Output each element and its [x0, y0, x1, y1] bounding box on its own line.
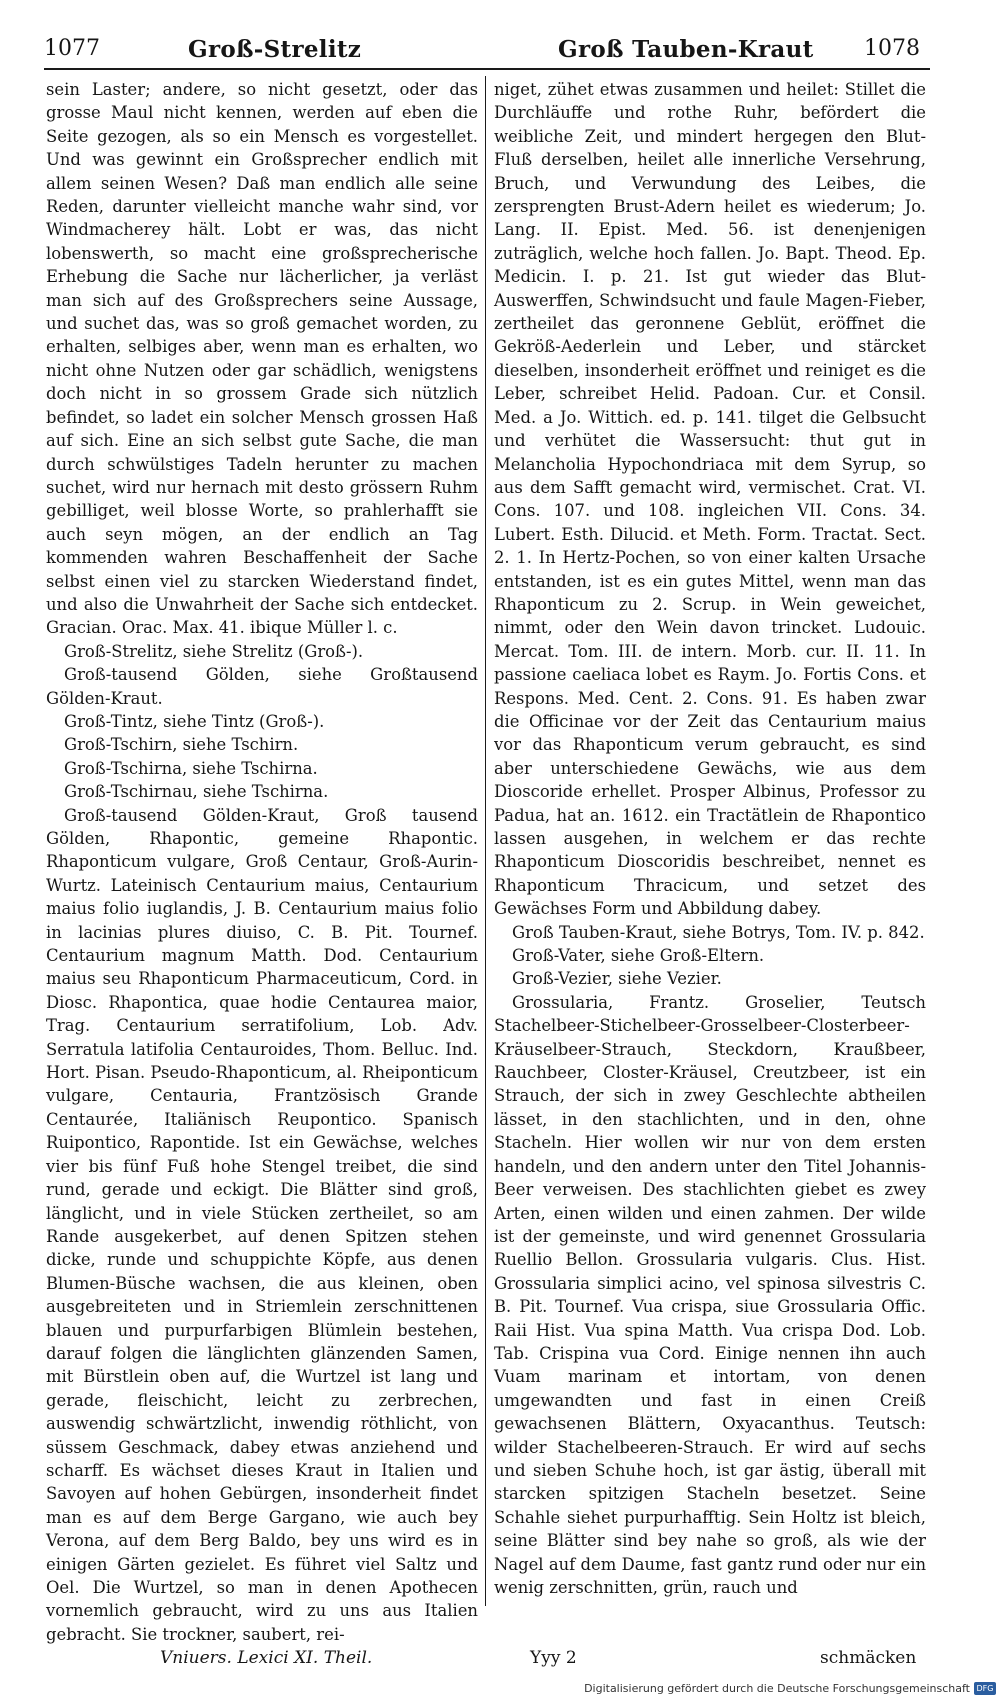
paragraph-rhaponticum-continued: niget, zühet etwas zusammen und heilet: Stillet die Durchläuffe und rothe Ruhr, befördert die weibliche Zeit, und mindert hergegen den Blut-Fluß derselben, heilet alle innerliche Versehrung, Bruch, und Verwundung des Leibes, die zersprengten Brust-Adern heilet es wiederum; Jo. Lang. II. Epist. Med. 56. ist denenjenigen zuträglich, welche hoch fallen. Jo. Bapt. Theod. Ep. Medicin. I. p. 21. Ist gut wieder das Blut-Auswerffen, Schwindsucht und faule Magen-Fieber, zertheilet das geronnene Geblüt, eröffnet die Gekröß-Aederlein und Leber, und stärcket dieselben, insonderheit eröffnet und reiniget es die Leber, schreibet Helid. Padoan. Cur. et Consil. Med. a Jo. Wittich. ed. p. 141. tilget die Gelbsucht und verhütet die Wassersucht: thut gut in Melancholia Hypochondriaca mit dem Syrup, so aus dem Safft gemacht wird, vermischet. Crat. VI. Cons. 107. und 108. ingleichen VII. Cons. 34. Lubert. Esth. Dilucid. et Meth. Form. Tractat. Sect. 2. 1. In Hertz-Pochen, so von einer kalten Ursache entstanden, ist es ein gutes Mittel, wenn man das Rhaponticum zu 2. Scrup. in Wein geweichet, nimmt, oder den Wein davon trincket. Ludouic. Mercat. Tom. III. de intern. Morb. cur. II. 11. In passione caeliaca lobet es Raym. Jo. Fortis Cons. et Respons. Med. Cent. 2. Cons. 91. Es haben zwar die Officinae vor der Zeit das Centaurium maius vor das Rhaponticum verum gebraucht, es sind aber unterschiedene Gewächs, wie aus dem Dioscoride erhellet. Prosper Albinus, Professor zu Padua, hat an. 1612. ein Tractätlein de Rhapontico lassen ausgehen, in welchem er das rechte Rhaponticum Dioscoridis beschreibet, nennet es Rhaponticum Thracicum, und setzet des Gewächses Form und Abbildung dabey.	[494, 80, 926, 919]
catchword: schmäcken	[820, 1648, 917, 1668]
entry-gross-vezier: Groß-Vezier, siehe Vezier.	[512, 969, 722, 989]
entry-gross-tauben-kraut: Groß Tauben-Kraut, siehe Botrys, Tom. IV. p. 842.	[512, 922, 925, 942]
entry-gross-tschirn: Groß-Tschirn, siehe Tschirn.	[64, 735, 299, 755]
entry-gross-tausend-golden: Groß-tausend Gölden, siehe Großtausend Gölden-Kraut.	[46, 665, 478, 708]
header-rule	[44, 68, 930, 70]
running-title-left: Groß-Strelitz	[188, 36, 362, 63]
entry-gross-tintz: Groß-Tintz, siehe Tintz (Groß-).	[64, 711, 325, 731]
page-header	[0, 30, 1000, 72]
running-title-right: Groß Tauben-Kraut	[558, 36, 814, 63]
digitization-credit	[0, 1680, 1000, 1699]
page-footer	[0, 1648, 1000, 1672]
column-separator	[485, 76, 486, 1606]
entry-grossularia: Grossularia, Frantz. Groselier, Teutsch Stachelbeer-Stichelbeer-Grosselbeer-Closterbeer-Kräuselbeer-Strauch, Steckdorn, Kraußbeer, Rauchbeer, Closter-Kräusel, Creutzbeer, ist ein Strauch, der sich in zwey Geschlechte abtheilen lässet, in den stachlichten, und in den, ohne Stacheln. Hier wollen wir nur von dem ersten handeln, und den andern unter den Titel Johannis-Beer verweisen. Des stachlichten giebet es zwey Arten, einen wilden und einen zahmen. Der wilde ist der gemeinste, und wird genennet Grossularia Ruellio Bellon. Grossularia vulgaris. Clus. Hist. Grossularia simplici acino, vel spinosa silvestris C. B. Pit. Tournef. Vua crispa, siue Grossularia Offic. Raii Hist. Vua spina Matth. Vua crispa Dod. Lob. Tab. Crispina vua Cord. Einige nennen ihn auch Vuam marinam et intortam, von denen umgewandten und fast in einen Creiß gewachsenen Blättern, Oxyacanthus. Teutsch: wilder Stachelbeeren-Strauch. Er wird auf sechs und sieben Schuhe hoch, ist gar ästig, überall mit starcken spitzigen Stacheln besetzet. Seine Schahle siehet purpurhafftig. Sein Holtz ist bleich, seine Blätter sind bey nahe so groß, als wie der Nagel auf dem Daume, fast gantz rund oder nur ein wenig zerschnitten, grün, rauch und	[494, 992, 926, 1597]
paragraph-grosssprecher-continued: sein Laster; andere, so nicht gesetzt, oder das grosse Maul nicht kennen, werden auf eben die Seite gezogen, als so ein Mensch es vorgestellet. Und was gewinnt ein Großsprecher endlich mit allem seinen Wesen? Daß man endlich alle seine Reden, darunter vielleicht manche wahr sind, vor Windmacherey hält. Lobt er was, das nicht lobenswerth, so macht eine großsprecherische Erhebung die Sache nur lächerlicher, ja verläst man sich auf des Großsprechers seine Aussage, und suchet das, was so groß gemachet worden, zu erhalten, selbiges aber, wenn man es erhalten, wo nicht ohne Nutzen oder gar schädlich, wenigstens doch nicht in so grossem Grade sich nützlich befindet, so ladet ein solcher Mensch grossen Haß auf sich. Eine an sich selbst gute Sache, die man durch schwülstiges Tadeln herunter zu machen suchet, wird nur hernach mit desto grössern Ruhm gebilliget, weil blosse Worte, so prahlerhafft sie auch seyn mögen, an der endlich an Tag kommenden wahren Beschaffenheit der Sache selbst einen viel zu starcken Wiederstand findet, und also die Unwahrheit der Sache sich entdecket. Gracian. Orac. Max. 41. ibique Müller l. c.	[46, 80, 478, 638]
credit-text: Digitalisierung gefördert durch die Deutsche Forschungsgemeinschaft	[584, 1682, 970, 1695]
entry-gross-tschirnau: Groß-Tschirnau, siehe Tschirna.	[64, 782, 329, 802]
dfg-logo-icon: DFG	[974, 1682, 996, 1695]
entry-gross-strelitz: Groß-Strelitz, siehe Strelitz (Groß-).	[64, 641, 364, 661]
volume-note: Vniuers. Lexici XI. Theil.	[160, 1648, 373, 1668]
entry-grosstausend-golden-kraut: Groß-tausend Gölden-Kraut, Groß tausend Gölden, Rhapontic, gemeine Rhapontic. Rhaponticum vulgare, Groß Centaur, Groß-Aurin-Wurtz. Lateinisch Centaurium maius, Centaurium maius folio iuglandis, J. B. Centaurium maius folio in lacinias plures diuiso, C. B. Pit. Tournef. Centaurium magnum Matth. Dod. Centaurium maius seu Rhaponticum Pharmaceuticum, Cord. in Diosc. Rhapontica, quae hodie Centaurea maior, Trag. Centaurium serratifolium, Lob. Adv. Serratula latifolia Centauroides, Thom. Belluc. Ind. Hort. Pisan. Pseudo-Rhaponticum, al. Rheiponticum vulgare, Centauria, Frantzösisch Grande Centaurée, Italiänisch Reupontico. Spanisch Ruipontico, Rapontide. Ist ein Gewächse, welches vier bis fünf Fuß hohe Stengel treibet, die sind rund, gerade und eckigt. Die Blätter sind groß, länglicht, und in viele Stücken zertheilet, so am Rande ausgekerbet, auf denen Spitzen stehen dicke, runde und schuppichte Köpfe, aus denen Blumen-Büsche wachsen, die aus kleinen, oben ausgebreiteten und in Striemlein zerschnittenen blauen und purpurfarbigen Blümlein bestehen, darauf folgen die länglichten glänzenden Samen, mit Bürstlein oben auf, die Wurtzel ist lang und gerade, fleischicht, leicht zu zerbrechen, auswendig schwärtzlicht, inwendig röthlicht, von süssem Geschmack, dabey etwas anziehend und scharff. Es wächset dieses Kraut in Italien und Savoyen auf hohen Gebürgen, insonderheit findet man es auf dem Berge Gargano, wie auch bey Verona, auf dem Berg Baldo, bey uns wird es in einigen Gärten gezielet. Es führet viel Saltz und Oel. Die Wurtzel, so man in denen Apothecen vornemlich gebraucht, wird zu uns aus Italien gebracht. Sie trockner, saubert, rei-	[46, 805, 478, 1644]
entry-gross-tschirna: Groß-Tschirna, siehe Tschirna.	[64, 758, 318, 778]
left-column	[46, 78, 478, 1646]
page-number-right: 1078	[864, 36, 920, 61]
entry-gross-vater: Groß-Vater, siehe Groß-Eltern.	[512, 946, 765, 966]
signature-mark: Yyy 2	[530, 1648, 577, 1668]
right-column	[494, 78, 926, 1599]
page-number-left: 1077	[44, 36, 100, 61]
